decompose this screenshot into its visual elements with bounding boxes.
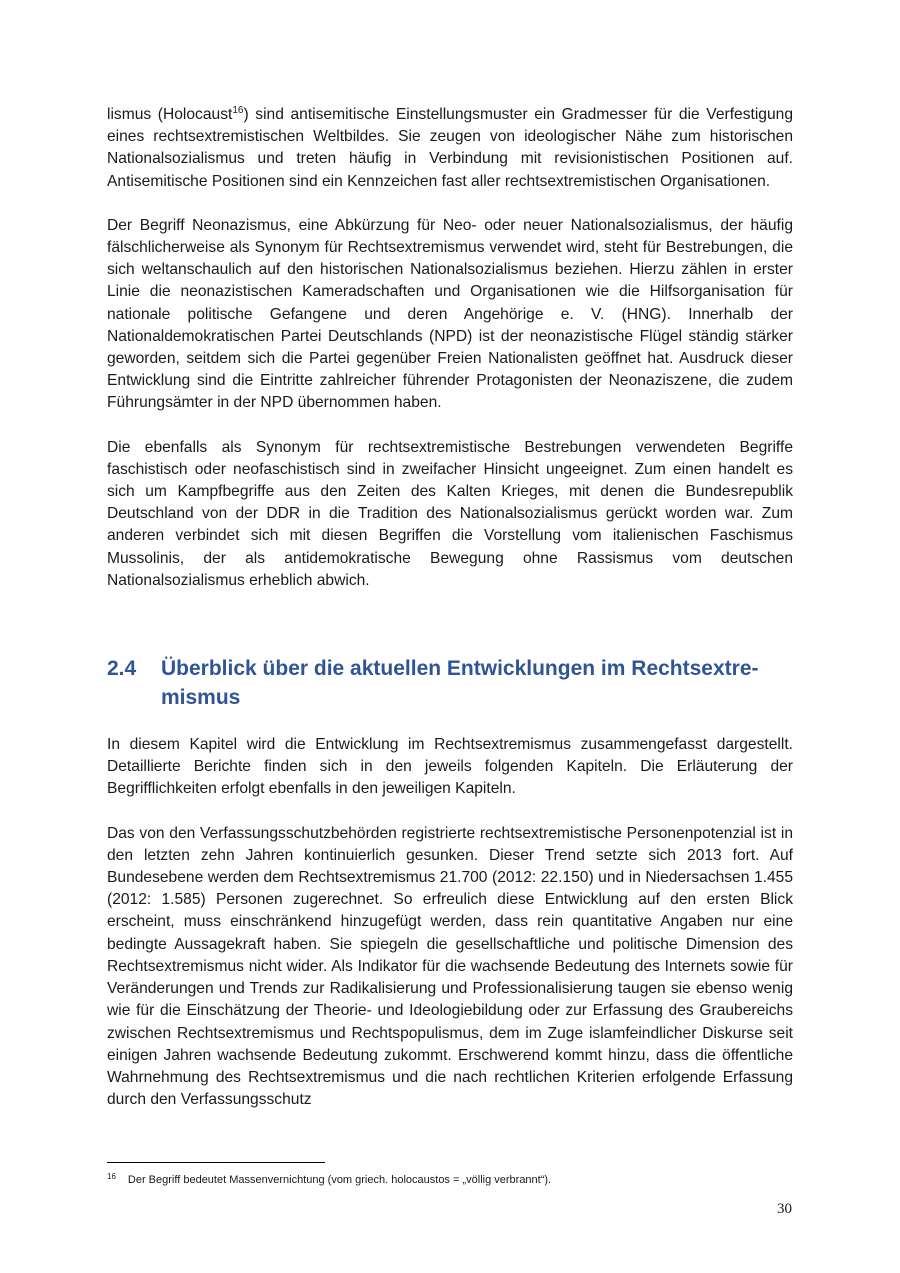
paragraph-antisemitism [107, 104, 793, 193]
page-number: 30 [777, 1201, 792, 1217]
footnote-separator [107, 1162, 325, 1163]
main-text-column [107, 104, 793, 1111]
section-number: 2.4 [107, 657, 137, 681]
footnote-text: Der Begriff bedeutet Massenvernichtung (vom griech. holocaustos = „völlig verbrannt“). [127, 1174, 552, 1186]
footnote [107, 1169, 793, 1188]
paragraph-personnel-potential: Das von den Verfassungsschutzbehörden registrierte rechtsextremistische Personenpotenzial ist in den letzten zehn Jahren kontinuierlich gesunken. Dieser Trend setzte sich 2013 fort. Auf Bundesebene werden dem Rechtsextremismus 21.700 (2012: 22.150) und in Niedersachsen 1.455 (2012: 1.585) Personen zugerechnet. So erfreulich diese Entwicklung auf den ersten Blick erscheint, muss einschränkend hinzugefügt werden, dass rein quantitative Angaben nur eine bedingte Aussagekraft haben. Sie spiegeln die gesellschaftliche und politische Dimension des Rechtsextremismus nicht wider. Als Indikator für die wachsende Bedeutung des Internets sowie für Veränderungen und Trends zur Radikalisierung und Professionalisierung taugen sie ebenso wenig wie für die Einschätzung der Theorie- und Ideologiebildung oder zur Erfassung des Graubereichs zwischen Rechtsextremismus und Rechtspopulismus, dem im Zuge islamfeindlicher Diskurse seit einigen Jahren wachsende Bedeutung zukommt. Erschwerend kommt hinzu, dass die öffentliche Wahrnehmung des Rechtsextremismus und die nach rechtlichen Kriterien erfolgende Erfassung durch den Verfassungsschutz [107, 824, 793, 1109]
section-heading [107, 654, 793, 712]
paragraph-neonazism: Der Begriff Neonazismus, eine Abkürzung für Neo- oder neuer Nationalsozialismus, der häufig fälschlicherweise als Synonym für Rechtsextremismus verwendet wird, steht für Bestrebungen, die sich weltanschaulich auf den historischen Nationalsozialismus beziehen. Hierzu zählen in erster Linie die neonazistischen Kameradschaften und Organisationen wie die Hilfsorganisation für nationale politische Gefangene und deren Angehörige e. V. (HNG). Innerhalb der Nationaldemokratischen Partei Deutschlands (NPD) ist der neonazistische Flügel ständig stärker geworden, seitdem sich die Partei gegenüber Freien Nationalisten geöffnet hat. Ausdruck dieser Entwicklung sind die Eintritte zahlreicher führender Protagonisten der Neonaziszene, die zudem Führungsämter in der NPD übernommen haben. [107, 216, 793, 412]
paragraph-chapter-intro: In diesem Kapitel wird die Entwicklung im Rechtsextremismus zusammengefasst dargestellt. Detaillierte Berichte finden sich in den jeweils folgenden Kapiteln. Die Erläuterung der Begrifflichkeiten erfolgt ebenfalls in den jeweiligen Kapiteln. [107, 736, 793, 798]
paragraph-text: lismus (Holocaust [107, 106, 233, 123]
footnote-reference[interactable]: 16 [232, 105, 244, 116]
section-title: Überblick über die aktuellen Entwicklungen im Rechtsextremismus [161, 657, 759, 710]
footnote-number: 16 [107, 1172, 116, 1181]
paragraph-fascism-terms: Die ebenfalls als Synonym für rechtsextremistische Bestrebungen verwendeten Begriffe faschistisch oder neofaschistisch sind in zweifacher Hinsicht ungeeignet. Zum einen handelt es sich um Kampfbegriffe aus den Zeiten des Kalten Krieges, mit denen die Bundesrepublik Deutschland von der DDR in die Tradition des Nationalsozialismus gerückt worden war. Zum anderen verbindet sich mit diesen Begriffen die Vorstellung vom italienischen Faschismus Mussolinis, der als antidemokratische Bewegung ohne Rassismus vom deutschen Nationalsozialismus erheblich abwich. [107, 438, 793, 589]
paragraph-text: ) sind antisemitische Einstellungsmuster ein Gradmesser für die Verfestigung eines rechtsextremistischen Weltbildes. Sie zeugen von ideologischer Nähe zum historischen Nationalsozialismus und treten häufig in Verbindung mit revisionistischen Positionen auf. Antisemitische Positionen sind ein Kennzeichen fast aller rechtsextremistischen Organisationen. [107, 106, 793, 190]
